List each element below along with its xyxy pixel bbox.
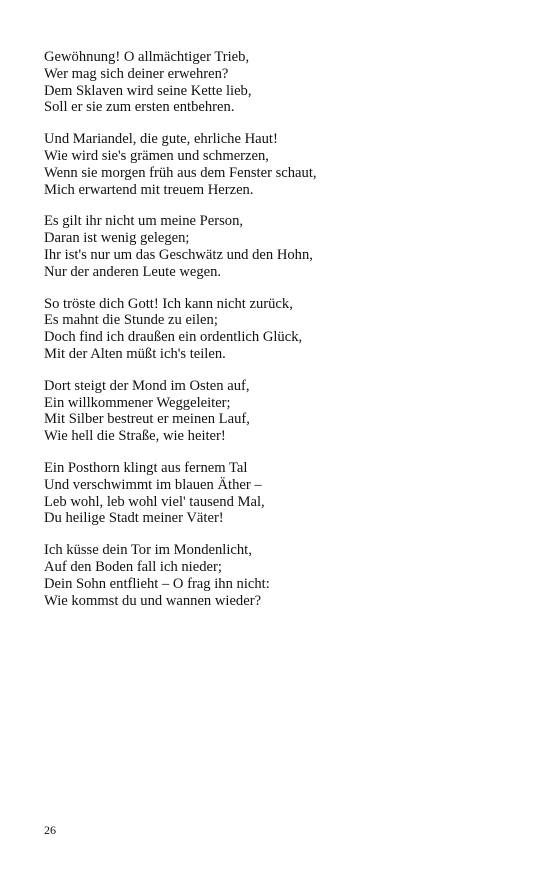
stanza-5 xyxy=(44,378,524,445)
poem-line: Auf den Boden fall ich nieder; xyxy=(44,558,222,575)
poem-line: Gewöhnung! O allmächtiger Trieb, xyxy=(44,49,250,65)
poem-line: Doch find ich draußen ein ordentlich Glück, xyxy=(44,329,303,346)
poem-line: Ein Posthorn klingt aus fernem Tal xyxy=(44,459,248,476)
poem-line: Ich küsse dein Tor im Mondenlicht, xyxy=(44,542,252,559)
stanza-6 xyxy=(44,460,524,527)
poem-line: Wenn sie morgen früh aus dem Fenster schaut, xyxy=(44,164,317,181)
poem-line: Wer mag sich deiner erwehren? xyxy=(44,65,229,82)
stanza-2 xyxy=(44,131,524,198)
poem-line: Daran ist wenig gelegen; xyxy=(44,230,190,247)
poem-line: Wie kommst du und wannen wieder? xyxy=(44,592,262,609)
poem-body xyxy=(44,49,524,624)
poem-line: Wie hell die Straße, wie heiter! xyxy=(44,428,226,445)
stanza-1 xyxy=(44,49,524,116)
stanza-7 xyxy=(44,542,524,609)
poem-line: Wie wird sie's grämen und schmerzen, xyxy=(44,147,269,164)
poem-line: Dort steigt der Mond im Osten auf, xyxy=(44,377,250,394)
poem-line: Es gilt ihr nicht um meine Person, xyxy=(44,213,244,230)
poem-line: Es mahnt die Stunde zu eilen; xyxy=(44,312,218,329)
page-number: 26 xyxy=(44,823,56,837)
poem-line: Und Mariandel, die gute, ehrliche Haut! xyxy=(44,131,278,148)
poem-line: Mich erwartend mit treuem Herzen. xyxy=(44,181,254,198)
stanza-4 xyxy=(44,296,524,363)
poem-line: So tröste dich Gott! Ich kann nicht zurück, xyxy=(44,295,293,312)
poem-line: Soll er sie zum ersten entbehren. xyxy=(44,99,235,116)
poem-line: Nur der anderen Leute wegen. xyxy=(44,263,222,280)
poem-line: Dem Sklaven wird seine Kette lieb, xyxy=(44,82,252,99)
poem-line: Und verschwimmt im blauen Äther – xyxy=(44,476,262,493)
poem-line: Ihr ist's nur um das Geschwätz und den Hohn, xyxy=(44,246,313,263)
poem-line: Mit der Alten müßt ich's teilen. xyxy=(44,345,226,362)
poem-line: Du heilige Stadt meiner Väter! xyxy=(44,510,224,527)
stanza-3 xyxy=(44,213,524,280)
poem-line: Mit Silber bestreut er meinen Lauf, xyxy=(44,411,250,428)
poem-line: Dein Sohn entflieht – O frag ihn nicht: xyxy=(44,575,270,592)
poem-line: Leb wohl, leb wohl viel' tausend Mal, xyxy=(44,493,265,510)
poem-line: Ein willkommener Weggeleiter; xyxy=(44,394,231,411)
